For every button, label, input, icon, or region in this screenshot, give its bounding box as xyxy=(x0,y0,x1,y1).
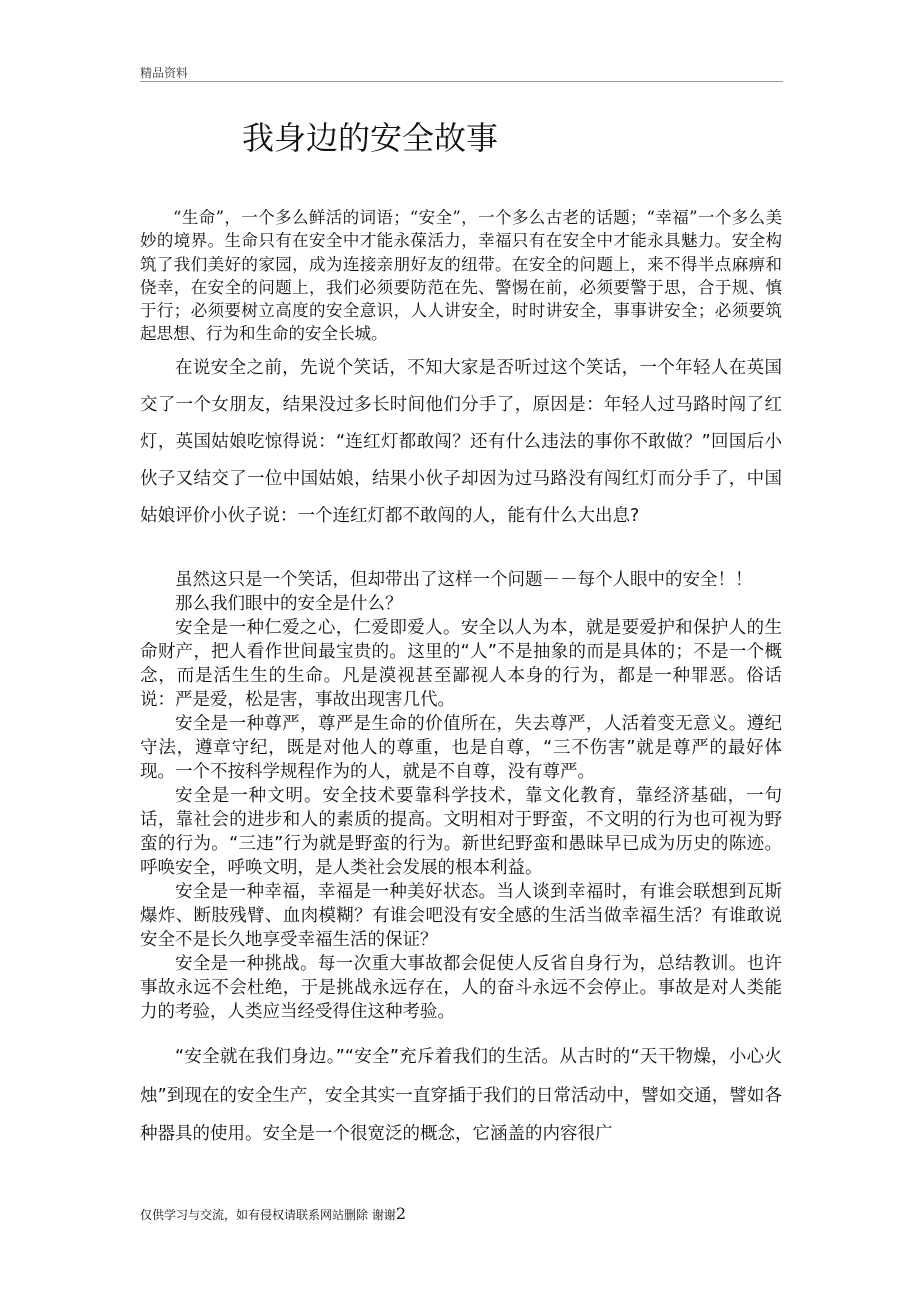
question-lead-paragraph: 虽然这只是一个笑话，但却带出了这样一个问题－－每个人眼中的安全！！ xyxy=(175,570,753,590)
happiness-paragraph: 安全是一种幸福，幸福是一种美好状态。当人谈到幸福时，有谁会联想到瓦斯爆炸、断肢残臂、血肉模糊？有谁会吧没有安全感的生活当做幸福生活？有谁敢说安全不是长久地享受幸福生活的保证？ xyxy=(140,882,782,950)
joke-paragraph: 在说安全之前，先说个笑话，不知大家是否听过这个笑话，一个年轻人在英国交了一个女朋友，结果没过多长时间他们分手了，原因是：年轻人过马路时闯了红灯，英国姑娘吃惊得说：“连红灯都敢闯？还有什么违法的事你不敢做？”回国后小伙子又结交了一位中国姑娘，结果小伙子却因为过马路没有闯红灯而分手了，中国姑娘评价小伙子说：一个连红灯都不敢闯的人，能有什么大出息? xyxy=(140,358,782,526)
footer-text: 仅供学习与交流，如有侵权请联系网站删除 谢谢 xyxy=(140,1208,396,1222)
challenge-paragraph: 安全是一种挑战。每一次重大事故都会促使人反省自身行为，总结教训。也许事故永远不会杜绝，于是挑战永远存在，人的奋斗永远不会停止。事故是对人类能力的考验，人类应当经受得住这种考验。 xyxy=(140,954,782,1022)
page-number: 2 xyxy=(395,1204,407,1223)
closing-paragraph: “安全就在我们身边。”“安全”充斥着我们的生活。从古时的“天干物燥，小心火烛”到现在的安全生产，安全其实一直穿插于我们的日常活动中，譬如交通，譬如各种器具的使用。安全是一个很宽泛的概念，它涵盖的内容很广 xyxy=(140,1047,782,1144)
intro-paragraph: “生命”，一个多么鲜活的词语；“安全”，一个多么古老的话题；“幸福”一个多么美妙的境界。生命只有在安全中才能永葆活力，幸福只有在安全中才能永具魅力。安全构筑了我们美好的家园，成为连接亲朋好友的纽带。在安全的问题上，来不得半点麻痹和侥幸，在安全的问题上，我们必须要防范在先、警惕在前，必须要警于思，合于规、慎于行；必须要树立高度的安全意识，人人讲安全，时时讲安全，事事讲安全；必须要筑起思想、行为和生命的安全长城。 xyxy=(140,208,782,344)
civilization-paragraph: 安全是一种文明。安全技术要靠科学技术，靠文化教育，靠经济基础，一句话，靠社会的进步和人的素质的提高。文明相对于野蛮，不文明的行为也可视为野蛮的行为。“三违”行为就是野蛮的行为。新世纪野蛮和愚昧早已成为历史的陈迹。呼唤安全，呼唤文明，是人类社会发展的根本利益。 xyxy=(140,786,782,878)
joke-section xyxy=(140,350,782,535)
page-title: 我身边的安全故事 xyxy=(242,119,499,157)
dignity-paragraph: 安全是一种尊严，尊严是生命的价值所在，失去尊严，人活着变无意义。遵纪守法，遵章守纪，既是对他人的尊重，也是自尊，“三不伤害”就是尊严的最好体现。一个不按科学规程作为的人，就是不自尊，没有尊严。 xyxy=(140,714,782,782)
question-paragraph: 那么我们眼中的安全是什么？ xyxy=(175,594,403,614)
safety-meaning-section xyxy=(140,568,782,1024)
header-divider xyxy=(140,81,783,82)
page-footer xyxy=(140,1204,406,1223)
benevolence-paragraph: 安全是一种仁爱之心，仁爱即爱人。安全以人为本，就是要爱护和保护人的生命财产，把人看作世间最宝贵的。这里的“人”不是抽象的而是具体的；不是一个概念，而是活生生的生命。凡是漠视甚至鄙视人本身的行为，都是一种罪恶。俗话说：严是爱，松是害，事故出现害几代。 xyxy=(140,618,782,710)
header-label: 精品资料 xyxy=(140,66,189,80)
intro-section xyxy=(140,206,782,346)
closing-section xyxy=(140,1038,782,1154)
